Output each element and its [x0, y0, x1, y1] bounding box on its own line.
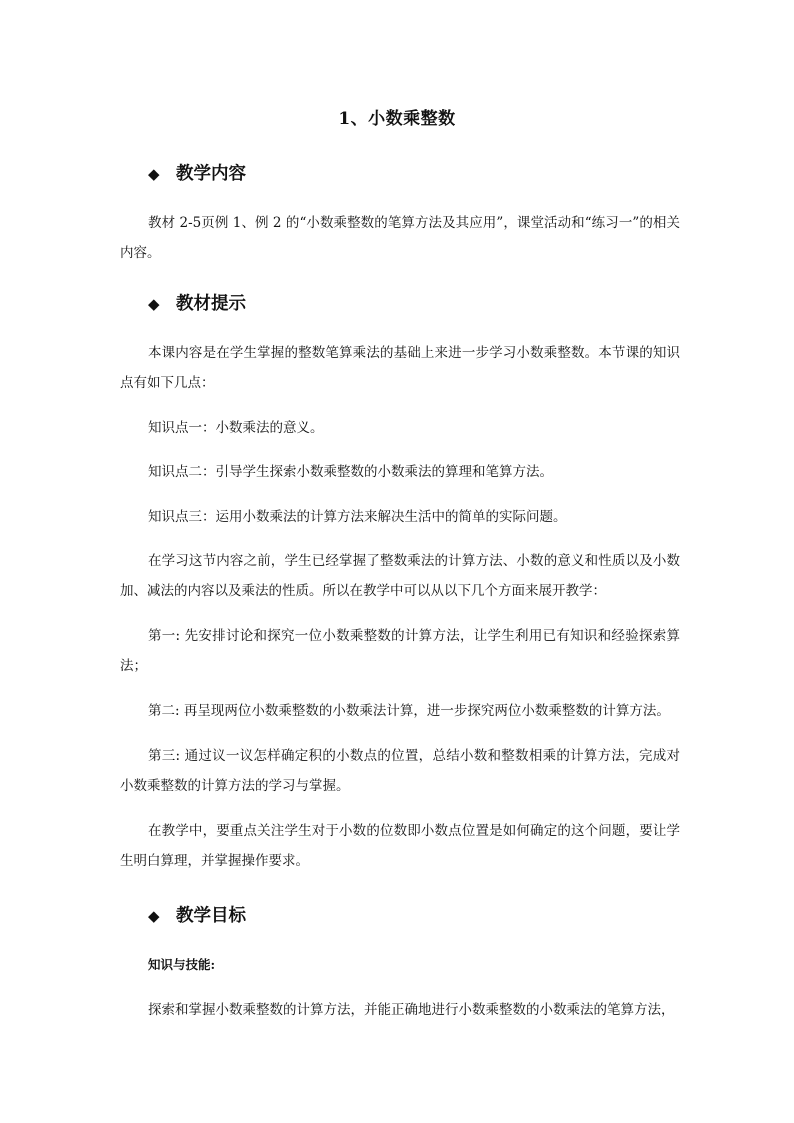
- hints-knowledge-point-1: 知识点一：小数乘法的意义。: [148, 420, 324, 436]
- hints-step-2: 第二: 再呈现两位小数乘整数的小数乘法计算，进一步探究两位小数乘整数的计算方法。: [148, 703, 670, 719]
- hints-knowledge-point-2: 知识点二：引导学生探索小数乘整数的小数乘法的算理和笔算方法。: [148, 464, 553, 480]
- hints-paragraph-intro: 本课内容是在学生掌握的整数笔算乘法的基础上来进一步学习小数乘整数。本节课的知识点有如下几点：: [120, 345, 680, 391]
- goals-subheading-knowledge-skills: 知识与技能:: [148, 957, 216, 972]
- diamond-bullet-icon: ◆: [148, 165, 160, 183]
- section-heading-goals: [148, 902, 246, 927]
- page-title: 1、小数乘整数: [338, 109, 456, 129]
- section-heading-content: [148, 160, 246, 185]
- section-heading-text: 教学内容: [176, 164, 246, 184]
- section-heading-hints: [148, 290, 246, 315]
- section-heading-text: 教材提示: [176, 294, 246, 314]
- hints-paragraph-focus: 在教学中，要重点关注学生对于小数的位数即小数点位置是如何确定的这个问题，要让学生明白算理，并掌握操作要求。: [120, 823, 680, 869]
- content-paragraph: 教材 2-5页例 1、例 2 的“小数乘整数的笔算方法及其应用”，课堂活动和“练习一”的相关内容。: [120, 215, 680, 261]
- hints-paragraph-prior-knowledge: 在学习这节内容之前，学生已经掌握了整数乘法的计算方法、小数的意义和性质以及小数加、减法的内容以及乘法的性质。所以在教学中可以从以下几个方面来展开教学：: [120, 553, 680, 599]
- section-heading-text: 教学目标: [176, 906, 246, 926]
- hints-knowledge-point-3: 知识点三：运用小数乘法的计算方法来解决生活中的简单的实际问题。: [148, 509, 567, 525]
- hints-step-1: 第一: 先安排讨论和探究一位小数乘整数的计算方法，让学生利用已有知识和经验探索算法；: [120, 628, 680, 674]
- diamond-bullet-icon: ◆: [148, 907, 160, 925]
- goals-paragraph: 探索和掌握小数乘整数的计算方法，并能正确地进行小数乘整数的小数乘法的笔算方法，: [148, 1002, 675, 1018]
- diamond-bullet-icon: ◆: [148, 295, 160, 313]
- hints-step-3: 第三: 通过议一议怎样确定积的小数点的位置，总结小数和整数相乘的计算方法，完成对小数乘整数的计算方法的学习与掌握。: [120, 748, 680, 794]
